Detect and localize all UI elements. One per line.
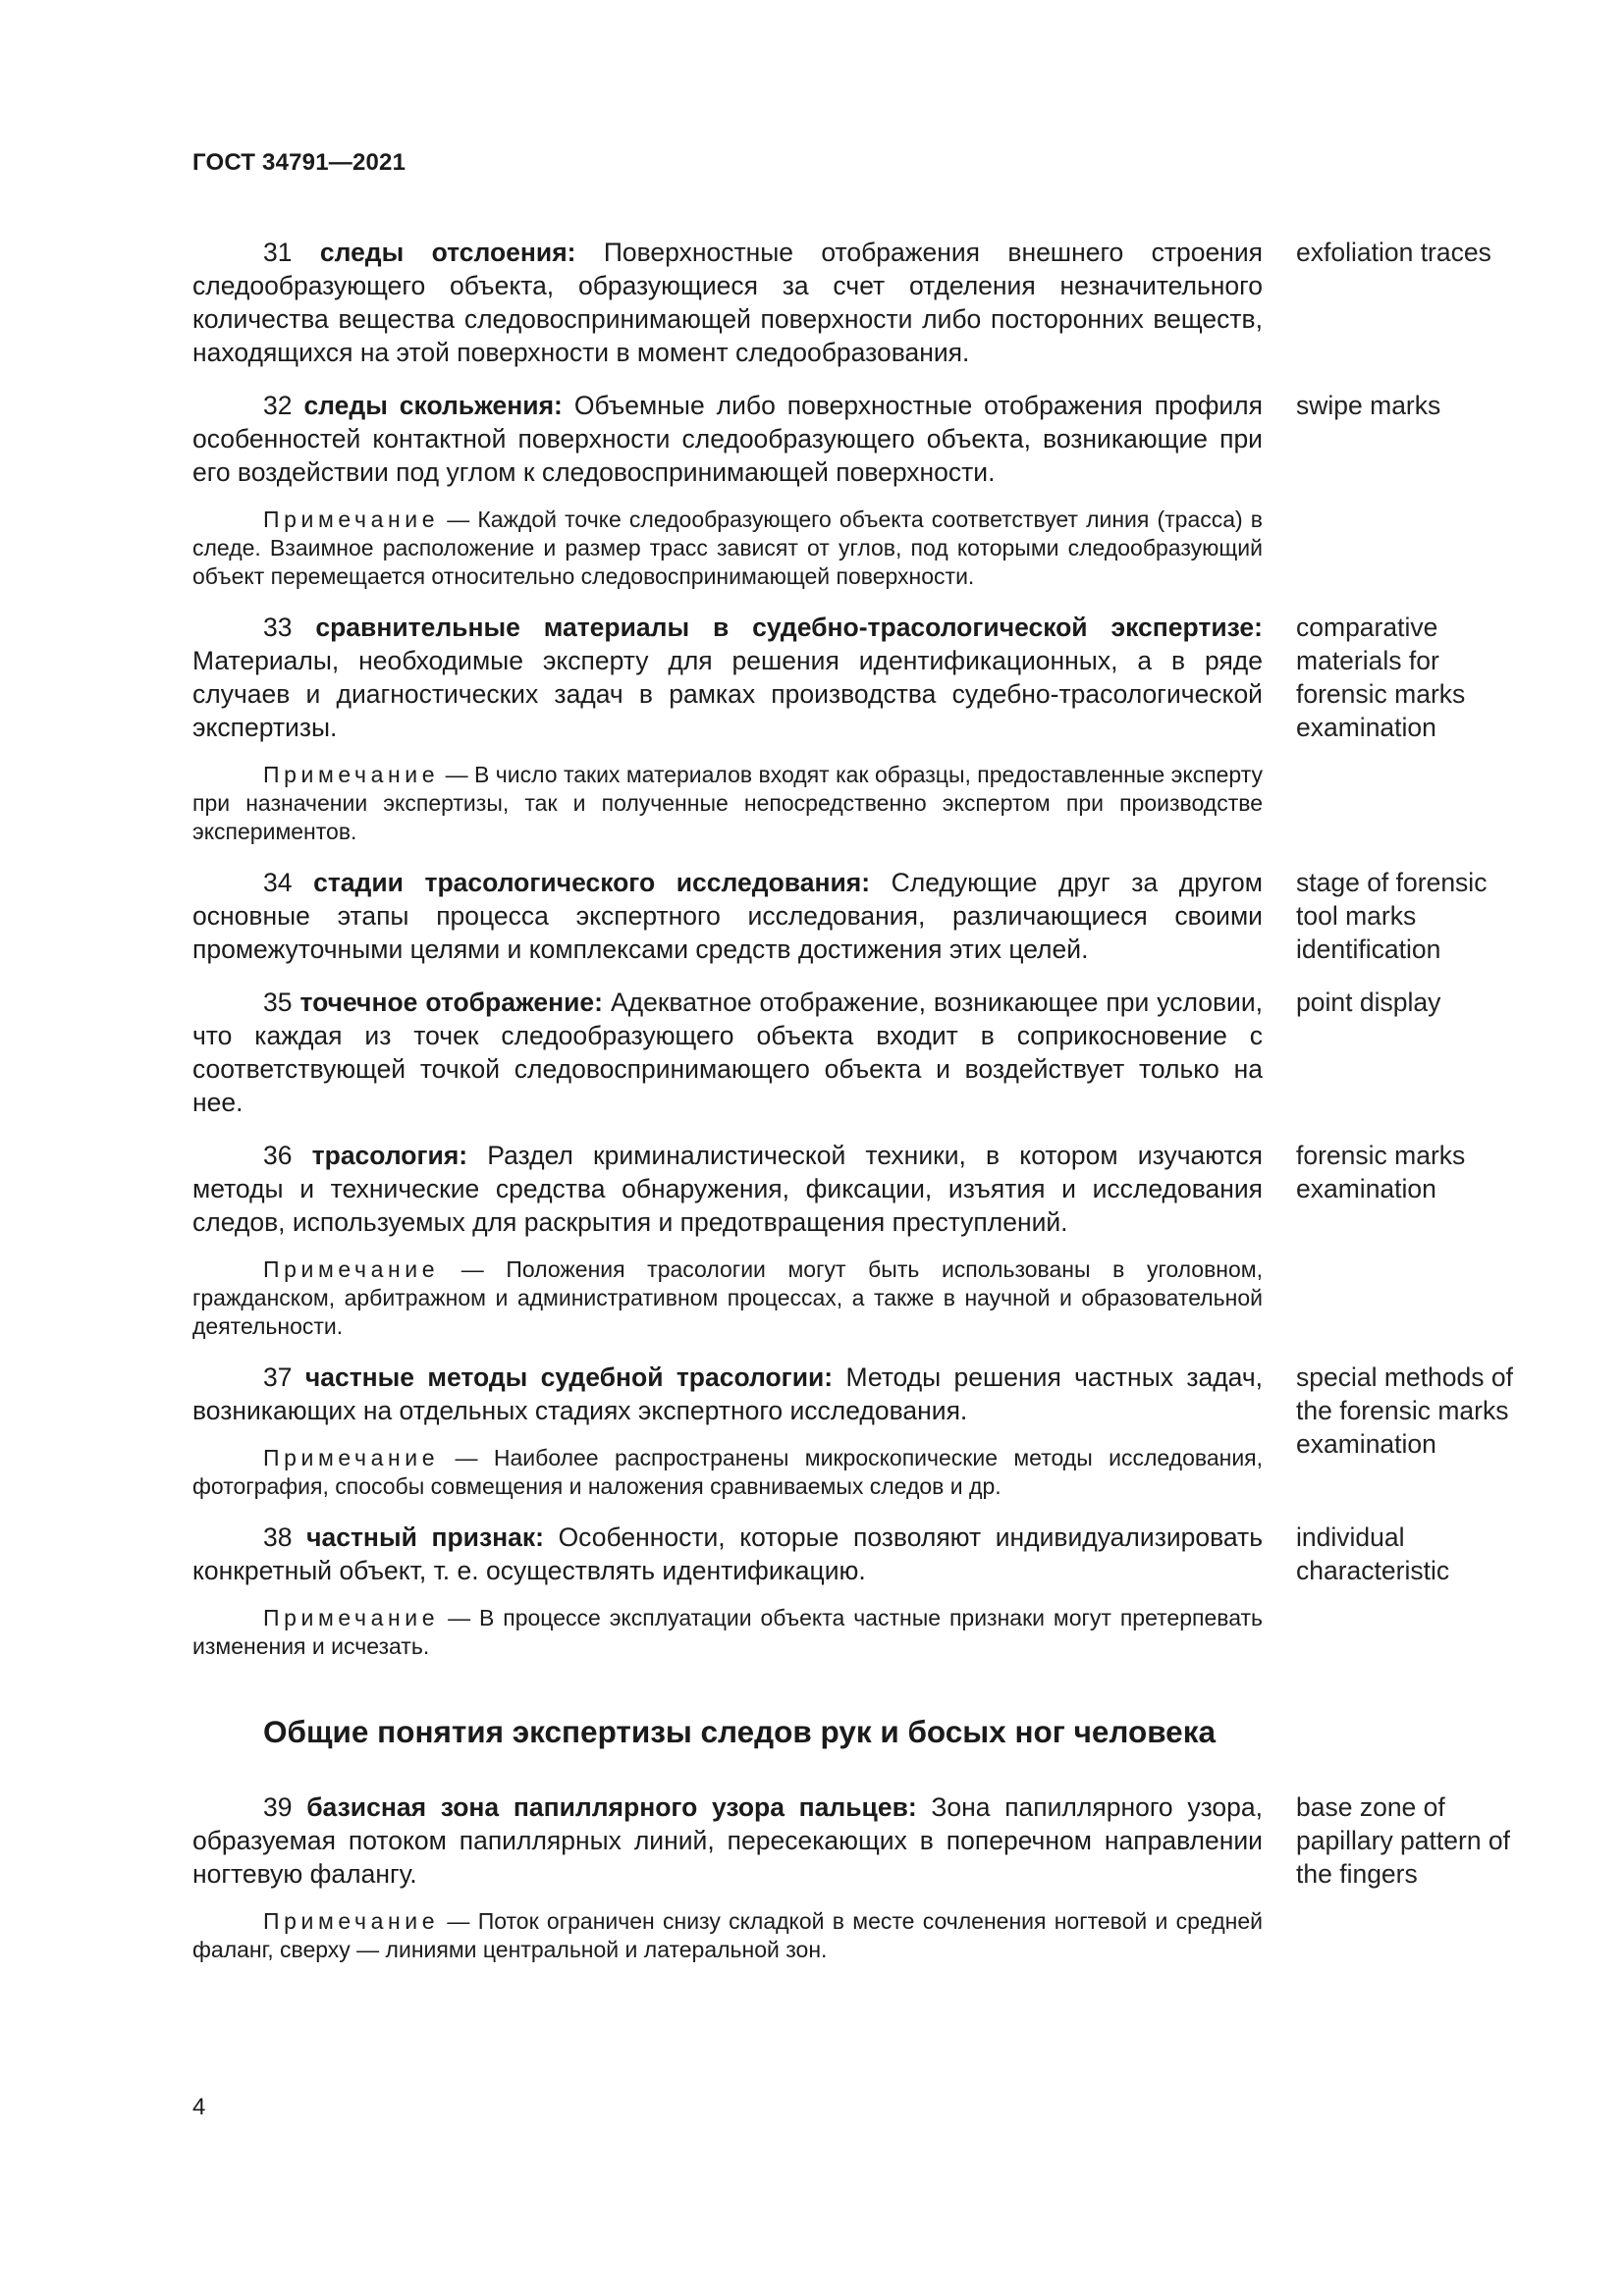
- note-text: В число таких материалов входят как образцы, предоставленные эксперту при назначении экспертизы, так и полученные непосредственно экспертом при производстве экспериментов.: [192, 762, 1264, 844]
- term-definition: Объемные либо поверхностные отображения профиля особенностей контактной поверхности следообразующего объекта, возникающие при его воздействии под углом к следовоспринимающей поверхности.: [192, 391, 1263, 487]
- note-label: Примечание: [263, 1605, 440, 1630]
- term-entry: [192, 1790, 1520, 1964]
- entry-spacer: [192, 846, 1520, 866]
- term-definition: Раздел криминалистической техники, в котором изучаются методы и технические средства обнаружения, фиксации, изъятия и исследования следов, используемых для раскрытия и предотвращения преступлений.: [192, 1141, 1263, 1237]
- note-text: Каждой точке следообразующего объекта соответствует линия (трасса) в следе. Взаимное расположение и размер трасс зависят от углов, под которыми следообразующий объект перемещается относительно следовоспринимающей поверхности.: [192, 507, 1264, 589]
- term-number: 35: [263, 988, 293, 1017]
- note-label: Примечание: [263, 1445, 440, 1470]
- term-number: 33: [263, 613, 293, 642]
- document-header: ГОСТ 34791—2021: [192, 149, 406, 176]
- note-text: Наиболее распространены микроскопические методы исследования, фотография, способы совмещения и наложения сравниваемых следов и др.: [192, 1445, 1264, 1499]
- english-equivalent: base zone of papillary pattern of the fingers: [1296, 1792, 1511, 1889]
- term-name: частный признак:: [306, 1522, 544, 1552]
- term-name: трасология:: [311, 1141, 468, 1170]
- term-paragraph: [192, 1139, 1263, 1239]
- entry-spacer: [192, 966, 1520, 986]
- term-entry: [192, 866, 1520, 966]
- term-definition: Методы решения частных задач, возникающих на отдельных стадиях экспертного исследования.: [192, 1362, 1263, 1425]
- term-entry: [192, 236, 1520, 369]
- term-note: [192, 1604, 1263, 1661]
- note-dash: —: [455, 1445, 478, 1470]
- entry-spacer: [192, 591, 1520, 611]
- english-equivalent: comparative materials for forensic marks examination: [1296, 613, 1466, 742]
- english-equivalent: exfoliation traces: [1296, 238, 1491, 267]
- term-definition: Материалы, необходимые эксперту для решения идентификационных, а в ряде случаев и диагностических задач в рамках производства судебно-трасологической экспертизы.: [192, 646, 1263, 742]
- section-entries-list: [192, 1790, 1520, 1964]
- term-definition: Поверхностные отображения внешнего строения следообразующего объекта, образующиеся за счет отделения незначительного количества вещества следовоспринимающей поверхности либо посторонних веществ, находящихся на этой поверхности в момент следообразования.: [192, 238, 1263, 367]
- term-number: 38: [263, 1522, 293, 1552]
- term-main: [192, 236, 1263, 369]
- term-paragraph: [192, 986, 1263, 1119]
- entry-spacer: [192, 369, 1520, 389]
- english-equivalent: special methods of the forensic marks examination: [1296, 1362, 1513, 1459]
- term-number: 34: [263, 868, 293, 897]
- term-note: [192, 1255, 1263, 1341]
- english-equivalent: forensic marks examination: [1296, 1141, 1466, 1203]
- term-main: [192, 611, 1263, 846]
- term-name: стадии трасологического исследования:: [313, 868, 871, 897]
- term-entry: [192, 1361, 1520, 1501]
- section-title: Общие понятия экспертизы следов рук и босых ног человека: [263, 1714, 1216, 1749]
- term-note: [192, 1444, 1263, 1501]
- entries-list: [192, 236, 1520, 1661]
- term-number: 39: [263, 1792, 293, 1822]
- term-main: [192, 986, 1263, 1119]
- term-note: [192, 761, 1263, 846]
- english-equivalent: individual characteristic: [1296, 1522, 1450, 1585]
- note-text: В процессе эксплуатации объекта частные признаки могут претерпевать изменения и исчезать.: [192, 1605, 1263, 1659]
- term-paragraph: [192, 236, 1263, 369]
- term-name: базисная зона папиллярного узора пальцев:: [306, 1792, 917, 1822]
- note-text: Положения трасологии могут быть использованы в уголовном, гражданском, арбитражном и административном процессах, а также в научной и образовательной деятельности.: [192, 1256, 1263, 1339]
- term-note: [192, 506, 1263, 591]
- entry-spacer: [192, 1501, 1520, 1521]
- term-entry: [192, 1521, 1520, 1661]
- term-main: [192, 1361, 1263, 1501]
- term-number: 31: [263, 238, 293, 267]
- term-entry: [192, 986, 1520, 1119]
- english-equivalent: stage of forensic tool marks identification: [1296, 868, 1488, 964]
- term-note: [192, 1907, 1263, 1964]
- term-paragraph: [192, 1521, 1263, 1587]
- term-paragraph: [192, 389, 1263, 489]
- term-entry: [192, 611, 1520, 846]
- note-label: Примечание: [263, 507, 440, 532]
- note-dash: —: [460, 1256, 484, 1282]
- note-dash: —: [445, 762, 468, 787]
- english-equivalent: swipe marks: [1296, 391, 1441, 420]
- english-equivalent: point display: [1296, 988, 1441, 1017]
- term-number: 37: [263, 1362, 293, 1392]
- entry-spacer: [192, 1119, 1520, 1139]
- term-name: точечное отображение:: [299, 988, 603, 1017]
- term-definition: Особенности, которые позволяют индивидуализировать конкретный объект, т. е. осуществлять идентификацию.: [192, 1522, 1263, 1585]
- term-main: [192, 1521, 1263, 1661]
- note-label: Примечание: [263, 1256, 440, 1282]
- term-name: частные методы судебной трасологии:: [304, 1362, 834, 1392]
- term-paragraph: [192, 1790, 1263, 1891]
- note-label: Примечание: [263, 1908, 440, 1934]
- term-paragraph: [192, 866, 1263, 966]
- term-main: [192, 1139, 1263, 1341]
- page-number: 4: [192, 2094, 206, 2120]
- note-label: Примечание: [263, 762, 440, 787]
- term-definition: Адекватное отображение, возникающее при условии, что каждая из точек следообразующего объекта входит в соприкосновение с соответствующей точкой следовоспринимающего объекта и воздействует только на нее.: [192, 988, 1263, 1117]
- entry-spacer: [192, 1341, 1520, 1361]
- note-text: Поток ограничен снизу складкой в месте сочленения ногтевой и средней фаланг, сверху — линиями центральной и латеральной зон.: [192, 1908, 1264, 1962]
- term-entry: [192, 1139, 1520, 1341]
- term-paragraph: [192, 1361, 1263, 1427]
- term-definition: Следующие друг за другом основные этапы процесса экспертного исследования, различающиеся своими промежуточными целями и комплексами средств достижения этих целей.: [192, 868, 1263, 964]
- document-body: [192, 236, 1520, 1964]
- term-number: 36: [263, 1141, 293, 1170]
- note-dash: —: [448, 1605, 471, 1630]
- term-entry: [192, 389, 1520, 591]
- term-paragraph: [192, 611, 1263, 744]
- term-main: [192, 1790, 1263, 1964]
- term-definition: Зона папиллярного узора, образуемая потоком папиллярных линий, пересекающих в поперечном направлении ногтевую фалангу.: [192, 1792, 1264, 1889]
- term-name: следы скольжения:: [303, 391, 563, 420]
- term-number: 32: [263, 391, 293, 420]
- note-dash: —: [447, 507, 470, 532]
- term-main: [192, 866, 1263, 966]
- term-name: следы отслоения:: [319, 238, 576, 267]
- note-dash: —: [447, 1908, 470, 1934]
- term-main: [192, 389, 1263, 591]
- term-name: сравнительные материалы в судебно-трасологической экспертизе:: [315, 613, 1263, 642]
